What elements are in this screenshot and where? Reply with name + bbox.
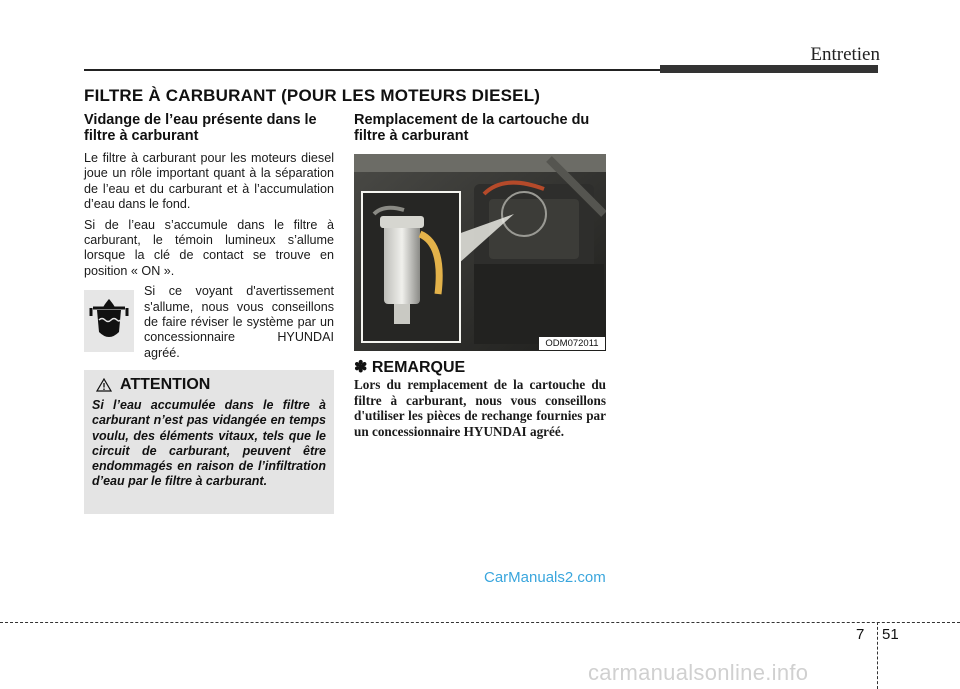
left-column	[84, 112, 334, 361]
paragraph-filter-role: Le filtre à carburant pour les moteurs diesel joue un rôle important quant à la séparation de l’eau et du carburant et à l’accumulation d’eau dans le fond.	[84, 151, 334, 212]
page-title: FILTRE À CARBURANT (POUR LES MOTEURS DIESEL)	[84, 86, 541, 105]
warning-light-text: Si ce voyant d'avertissement s'allume, nous vous conseillons de faire réviser le système par un concessionnaire HYUNDAI agréé.	[144, 284, 334, 360]
subheading-cartridge-replacement: Remplacement de la cartouche du filtre à carburant	[354, 112, 590, 144]
section-header: Entretien	[810, 44, 880, 65]
attention-text: Si l’eau accumulée dans le filtre à carburant n’est pas vidangée en temps voulu, des éléments vitaux, tels que le circuit de carburant, peuvent être endommagés en raison de l’infiltration d’eau par le filtre à carburant.	[92, 398, 326, 489]
water-in-fuel-warning-icon	[84, 290, 134, 352]
paragraph-water-accumulation: Si de l’eau s’accumule dans le filtre à carburant, le témoin lumineux s’allume lorsque la clé de contact se trouve en position « ON ».	[84, 217, 334, 278]
warning-triangle-icon	[96, 378, 112, 392]
footer-divider-vertical	[877, 622, 878, 689]
header-rule	[84, 69, 660, 71]
warning-light-row	[84, 284, 334, 361]
remarque-heading: ✽ REMARQUE	[354, 359, 466, 376]
attention-box	[84, 370, 334, 514]
watermark-link[interactable]: CarManuals2.com	[484, 569, 606, 586]
attention-heading-label: ATTENTION	[120, 376, 211, 393]
attention-heading	[96, 376, 326, 394]
subheading-drain-water: Vidange de l’eau présente dans le filtre à carburant	[84, 112, 317, 144]
footer-site-watermark: carmanualsonline.info	[588, 660, 809, 685]
right-column	[354, 112, 606, 144]
header-rule-bar	[660, 65, 878, 73]
photo-reference-code: ODM072011	[539, 337, 605, 350]
chapter-number: 7	[856, 626, 865, 643]
engine-bay-photo	[354, 154, 606, 351]
remarque-text: Lors du remplacement de la cartouche du filtre à carburant, nous vous conseillons d'utiliser les pièces de rechange fournies par un concessionnaire HYUNDAI agréé.	[354, 377, 606, 439]
page-number: 51	[882, 626, 899, 643]
footer-divider	[0, 622, 960, 623]
